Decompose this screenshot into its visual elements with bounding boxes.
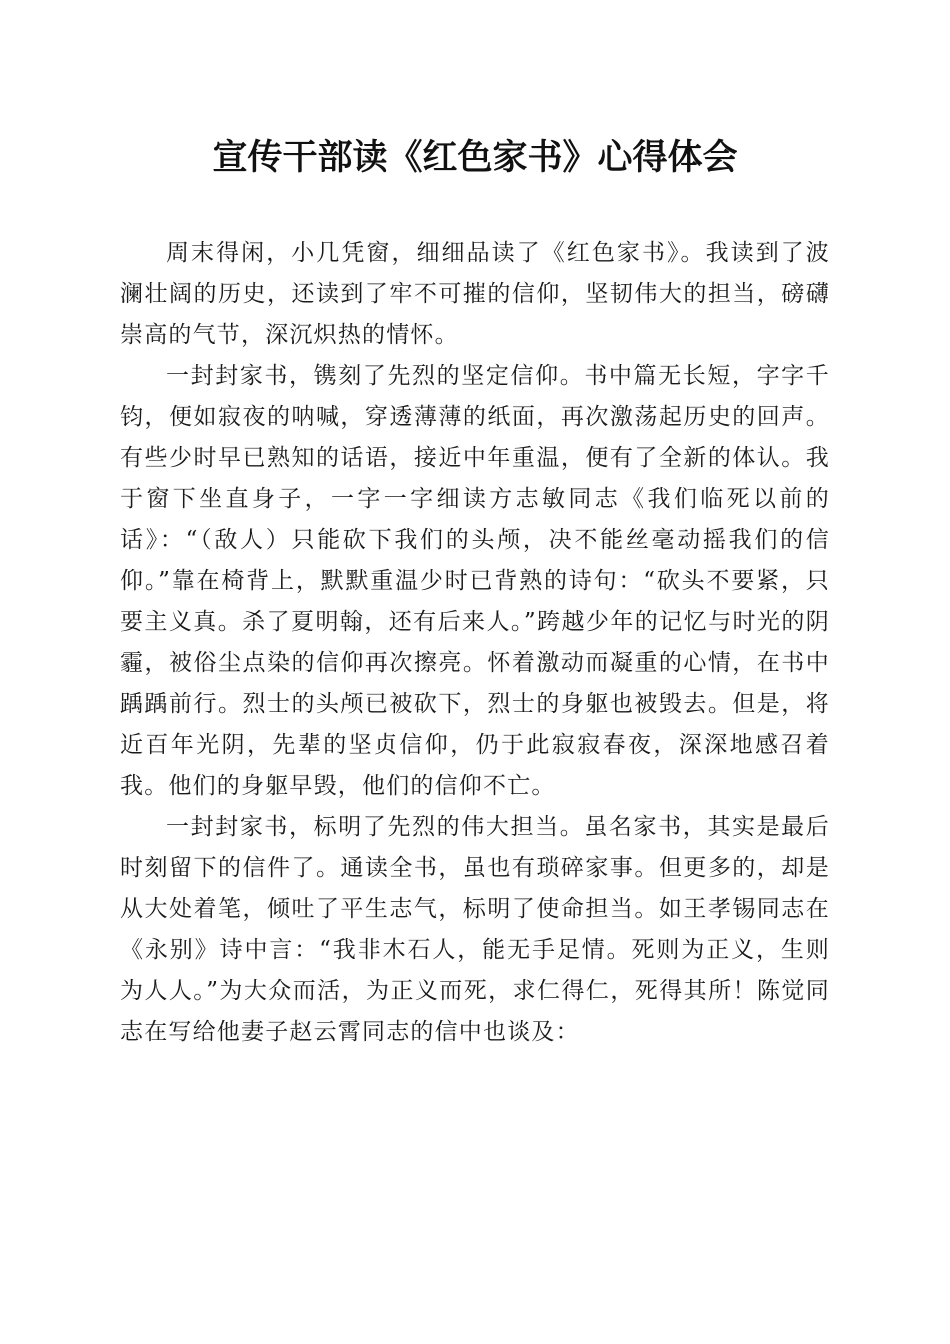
- paragraph-3: 一封封家书，标明了先烈的伟大担当。虽名家书，其实是最后时刻留下的信件了。通读全书，虽也有琐碎家事。但更多的，却是从大处着笔，倾吐了平生志气，标明了使命担当。如王孝锡同志在《永别》诗中言：“我非木石人，能无手足情。死则为正义，生则为人人。”为大众而活，为正义而死，求仁得仁，死得其所！陈觉同志在写给他妻子赵云霄同志的信中也谈及：: [120, 814, 830, 1045]
- document-body: [120, 233, 830, 1053]
- paragraph-2: 一封封家书，镌刻了先烈的坚定信仰。书中篇无长短，字字千钧，便如寂夜的呐喊，穿透薄薄的纸面，再次激荡起历史的回声。有些少时早已熟知的话语，接近中年重温，便有了全新的体认。我于窗下坐直身子，一字一字细读方志敏同志《我们临死以前的话》：“（敌人）只能砍下我们的头颅，决不能丝毫动摇我们的信仰。”靠在椅背上，默默重温少时已背熟的诗句：“砍头不要紧，只要主义真。杀了夏明翰，还有后来人。”跨越少年的记忆与时光的阴霾，被俗尘点染的信仰再次擦亮。怀着激动而凝重的心情，在书中踽踽前行。烈士的头颅已被砍下，烈士的身躯也被毁去。但是，将近百年光阴，先辈的坚贞信仰，仍于此寂寂春夜，深深地感召着我。他们的身躯早毁，他们的信仰不亡。: [120, 363, 830, 799]
- paragraph-1: 周末得闲，小几凭窗，细细品读了《红色家书》。我读到了波澜壮阔的历史，还读到了牢不可摧的信仰，坚韧伟大的担当，磅礴崇高的气节，深沉炽热的情怀。: [120, 240, 830, 348]
- document-title: 宣传干部读《红色家书》心得体会: [212, 137, 738, 178]
